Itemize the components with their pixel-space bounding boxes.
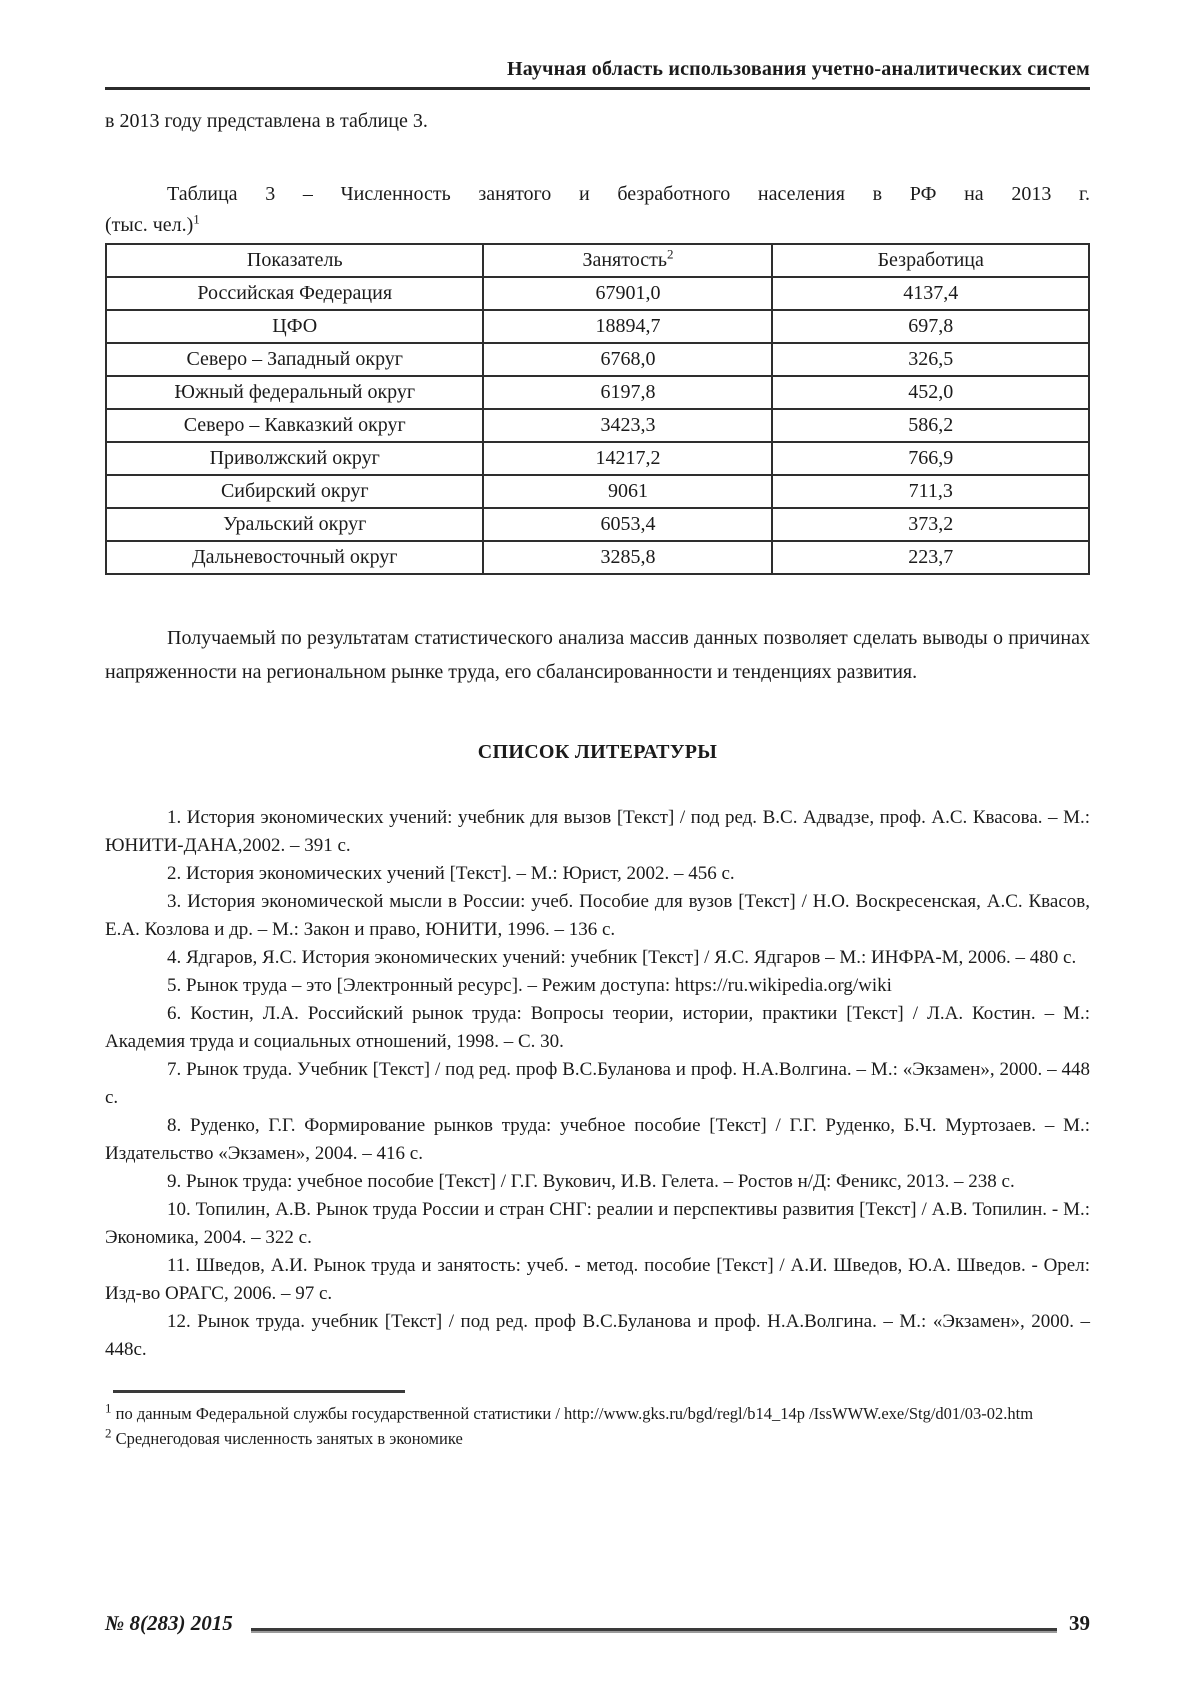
row-label: Дальневосточный округ xyxy=(106,541,483,574)
row-label: Южный федеральный округ xyxy=(106,376,483,409)
unemployment-value: 697,8 xyxy=(772,310,1089,343)
col-header-employment-text: Занятость xyxy=(582,249,667,271)
table-caption xyxy=(105,183,1090,237)
footnotes-block xyxy=(105,1390,1090,1451)
employment-value: 6053,4 xyxy=(483,508,772,541)
table-row xyxy=(106,409,1089,442)
unemployment-value: 326,5 xyxy=(772,343,1089,376)
table-caption-units xyxy=(105,211,1090,237)
reference-item: 11. Шведов, А.И. Рынок труда и занятость: учеб. - метод. пособие [Текст] / А.И. Шведов, Ю.А. Шведов. - Орел: Изд-во ОРАГС, 2006. – 97 с. xyxy=(105,1255,1090,1304)
reference-item: 6. Костин, Л.А. Российский рынок труда: Вопросы теории, истории, практики [Текст] / Л.А. Костин. – М.: Академия труда и социальных отношений, 1998. – С. 30. xyxy=(105,1003,1090,1052)
employment-value: 6768,0 xyxy=(483,343,772,376)
footnote-2-text: Среднегодовая численность занятых в экономике xyxy=(115,1429,463,1448)
employment-value: 6197,8 xyxy=(483,376,772,409)
table-row xyxy=(106,277,1089,310)
table-row xyxy=(106,310,1089,343)
unemployment-value: 373,2 xyxy=(772,508,1089,541)
intro-paragraph: в 2013 году представлена в таблице 3. xyxy=(105,110,428,132)
unemployment-value: 586,2 xyxy=(772,409,1089,442)
reference-item: 1. История экономических учений: учебник для вызов [Текст] / под ред. В.С. Адвадзе, проф. А.С. Квасова. – М.: ЮНИТИ-ДАНА,2002. – 391 с. xyxy=(105,807,1090,856)
col-header-indicator: Показатель xyxy=(106,244,483,277)
running-head: Научная область использования учетно-аналитических систем xyxy=(507,58,1090,80)
table-row xyxy=(106,541,1089,574)
table-header-row xyxy=(106,244,1089,277)
reference-item: 7. Рынок труда. Учебник [Текст] / под ред. проф В.С.Буланова и проф. Н.А.Волгина. – М.: «Экзамен», 2000. – 448 с. xyxy=(105,1059,1090,1108)
unemployment-value: 223,7 xyxy=(772,541,1089,574)
unemployment-value: 4137,4 xyxy=(772,277,1089,310)
unemployment-value: 766,9 xyxy=(772,442,1089,475)
page-header xyxy=(105,58,1090,90)
footer-rule xyxy=(251,1628,1057,1631)
footnote-1 xyxy=(105,1401,1090,1426)
employment-table xyxy=(105,243,1090,575)
issue-label: № 8(283) 2015 xyxy=(105,1611,233,1635)
unemployment-value: 711,3 xyxy=(772,475,1089,508)
reference-item: 2. История экономических учений [Текст]. – М.: Юрист, 2002. – 456 с. xyxy=(167,863,735,884)
table-row xyxy=(106,475,1089,508)
employment-value: 3285,8 xyxy=(483,541,772,574)
row-label: Северо – Кавказкий округ xyxy=(106,409,483,442)
row-label: Приволжский округ xyxy=(106,442,483,475)
table-caption-title: Таблица 3 – Численность занятого и безработного населения в РФ на 2013 г. xyxy=(167,183,1090,205)
row-label: ЦФО xyxy=(106,310,483,343)
page-number: 39 xyxy=(1069,1611,1090,1635)
footnote-2-marker: 2 xyxy=(105,1425,112,1441)
unemployment-value: 452,0 xyxy=(772,376,1089,409)
employment-value: 9061 xyxy=(483,475,772,508)
reference-item: 4. Ядгаров, Я.С. История экономических учений: учебник [Текст] / Я.С. Ядгаров – М.: ИНФРА-М, 2006. – 480 с. xyxy=(167,947,1077,968)
footnote-ref-2-marker: 2 xyxy=(666,246,674,262)
analysis-paragraph: Получаемый по результатам статистического анализа массив данных позволяет сделать выводы о причинах напряженности на региональном рынке труда, его сбалансированности и тенденциях развития. xyxy=(105,627,1090,683)
employment-value: 14217,2 xyxy=(483,442,772,475)
references-heading: СПИСОК ЛИТЕРАТУРЫ xyxy=(477,741,718,763)
col-header-unemployment: Безработица xyxy=(772,244,1089,277)
row-label: Российская Федерация xyxy=(106,277,483,310)
references-list xyxy=(105,804,1090,1364)
footnote-2 xyxy=(105,1426,1090,1451)
page-footer xyxy=(105,1611,1090,1636)
reference-item: 9. Рынок труда: учебное пособие [Текст] / Г.Г. Вукович, И.В. Гелета. – Ростов н/Д: Феникс, 2013. – 238 с. xyxy=(167,1171,1015,1192)
table-row xyxy=(106,376,1089,409)
reference-item: 10. Топилин, А.В. Рынок труда России и стран СНГ: реалии и перспективы развития [Текст] / А.В. Топилин. - М.: Экономика, 2004. – 322 с. xyxy=(105,1199,1090,1248)
footnote-1-text: по данным Федеральной службы государственной статистики / http://www.gks.ru/bgd/regl/b14_14p /IssWWW.exe/Stg/d01/03-02.htm xyxy=(115,1404,1034,1423)
reference-item: 12. Рынок труда. учебник [Текст] / под ред. проф В.С.Буланова и проф. Н.А.Волгина. – М.: «Экзамен», 2000. – 448с. xyxy=(105,1311,1090,1360)
table-row xyxy=(106,343,1089,376)
footnote-1-marker: 1 xyxy=(105,1400,112,1416)
table-row xyxy=(106,508,1089,541)
table-row xyxy=(106,442,1089,475)
reference-item: 5. Рынок труда – это [Электронный ресурс]. – Режим доступа: https://ru.wikipedia.org/wiki xyxy=(167,975,892,996)
footnote-ref-1-marker: 1 xyxy=(193,211,200,227)
row-label: Сибирский округ xyxy=(106,475,483,508)
table-caption-units-text: (тыс. чел.) xyxy=(105,214,194,236)
row-label: Северо – Западный округ xyxy=(106,343,483,376)
footnote-separator xyxy=(113,1390,405,1393)
reference-item: 8. Руденко, Г.Г. Формирование рынков труда: учебное пособие [Текст] / Г.Г. Руденко, Б.Ч. Муртозаев. – М.: Издательство «Экзамен», 2004. – 416 с. xyxy=(105,1115,1090,1164)
row-label: Уральский округ xyxy=(106,508,483,541)
employment-value: 18894,7 xyxy=(483,310,772,343)
employment-value: 67901,0 xyxy=(483,277,772,310)
reference-item: 3. История экономической мысли в России: учеб. Пособие для вузов [Текст] / Н.О. Воскресенская, А.С. Квасов, Е.А. Козлова и др. – М.: Закон и право, ЮНИТИ, 1996. – 136 с. xyxy=(105,891,1090,940)
col-header-employment xyxy=(483,244,772,277)
employment-value: 3423,3 xyxy=(483,409,772,442)
